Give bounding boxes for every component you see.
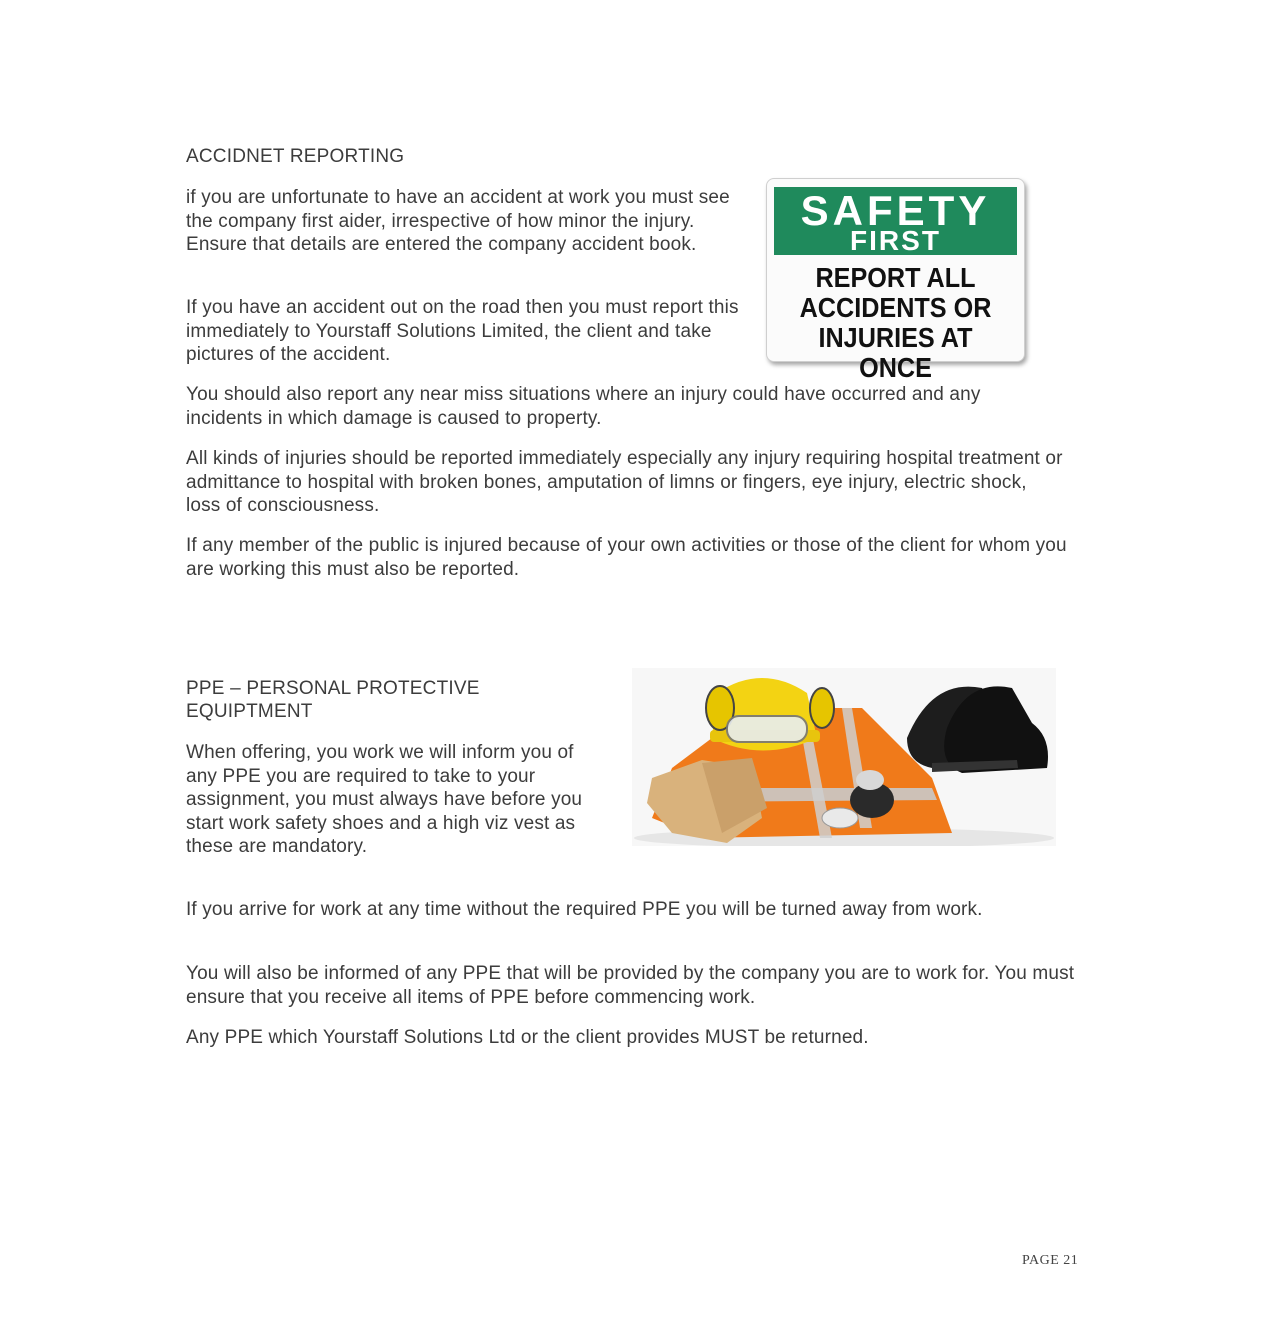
section-heading-accident: ACCIDNET REPORTING: [186, 146, 405, 167]
sign-first-text: FIRST: [850, 225, 941, 256]
sign-safety-text: SAFETY: [800, 187, 991, 234]
sign-green-banner: [774, 187, 1017, 255]
ppe-paragraph-3: You will also be informed of any PPE that will be provided by the company you are to work for. You must ensure that you receive all items of PPE before commencing work.: [186, 963, 1075, 1008]
sign-body-line-3: INJURIES AT ONCE: [818, 322, 973, 383]
accident-paragraph-2: If you have an accident out on the road then you must report this immediately to Yourstaff Solutions Limited, the client and take pictures of the accident.: [186, 297, 739, 365]
ppe-paragraph-1: When offering, you work we will inform you of any PPE you are required to take to your assignment, you must always have before you start work safety shoes and a high viz vest as these are mandatory.: [186, 742, 583, 857]
sign-body-line-2: ACCIDENTS OR: [799, 292, 992, 323]
accident-paragraph-5: If any member of the public is injured because of your own activities or those of the client for whom you are working this must also be reported.: [186, 535, 1067, 580]
accident-paragraph-3: You should also report any near miss situations where an injury could have occurred and any incidents in which damage is caused to property.: [186, 384, 981, 429]
ppe-equipment-image: [632, 668, 1056, 846]
section-heading-ppe: [186, 677, 480, 723]
safety-first-sign: [766, 178, 1025, 383]
ppe-paragraph-2: If you arrive for work at any time without the required PPE you will be turned away from work.: [186, 899, 983, 920]
page-number: PAGE 21: [1022, 1253, 1079, 1268]
safety-goggles: [727, 716, 807, 742]
ppe-paragraph-4: Any PPE which Yourstaff Solutions Ltd or the client provides MUST be returned.: [186, 1027, 869, 1048]
accident-paragraph-1: if you are unfortunate to have an accident at work you must see the company first aider, irrespective of how minor the injury. Ensure that details are entered the company accident book.: [186, 187, 730, 255]
sign-body-text: [780, 263, 1011, 383]
sign-body-line-1: REPORT ALL: [815, 262, 976, 293]
accident-paragraph-4: All kinds of injuries should be reported immediately especially any injury requiring hospital treatment or admittance to hospital with broken bones, amputation of limns or fingers, eye injury, electric shock, loss of consciousness.: [186, 448, 1063, 516]
ppe-heading-line-1: PPE – PERSONAL PROTECTIVE: [186, 678, 480, 699]
ppe-heading-line-2: EQUIPTMENT: [186, 701, 313, 722]
